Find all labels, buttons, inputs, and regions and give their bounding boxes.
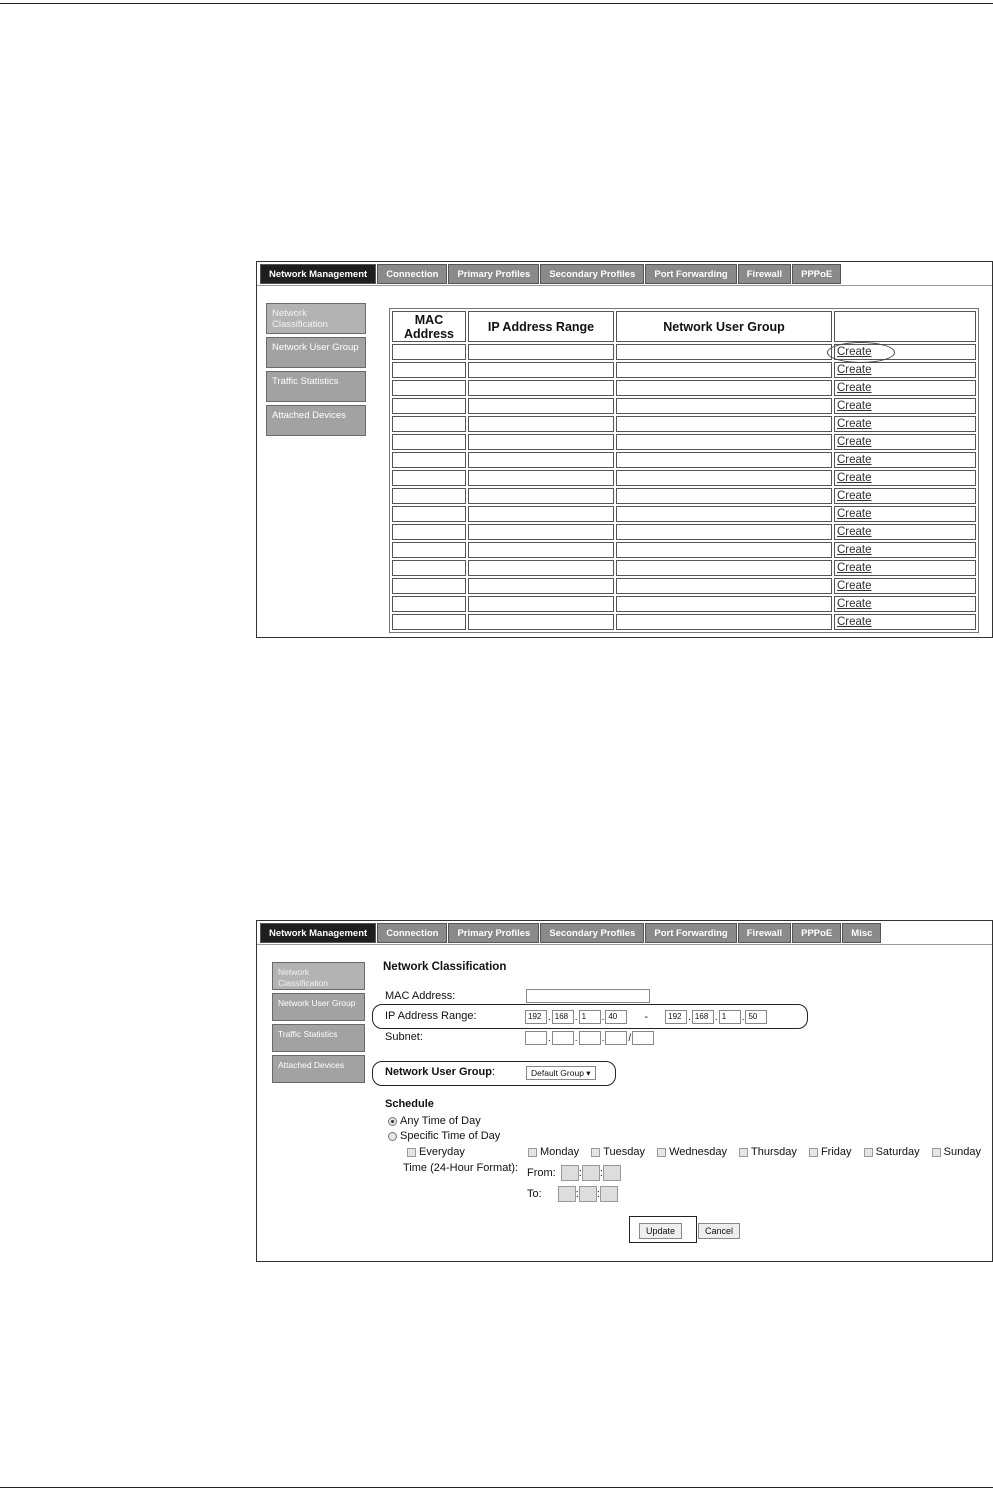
checkbox-icon [932,1148,941,1157]
specific-time-label: Specific Time of Day [400,1130,501,1142]
action-cell [834,380,976,396]
mac-cell [392,488,466,504]
table-row [392,560,976,576]
chevron-down-icon: ▾ [586,1068,591,1078]
action-cell [834,398,976,414]
top-tab-bar [260,264,841,284]
side-nav [266,303,366,436]
day-checkboxes [528,1146,981,1158]
time-separator: : [596,1187,600,1200]
action-cell [834,470,976,486]
everyday-checkbox[interactable] [407,1146,465,1158]
time-separator: : [578,1166,582,1179]
day-label: Tuesday [603,1146,645,1158]
table-row [392,398,976,414]
schedule-title: Schedule [385,1098,434,1110]
ip-end-octet-4[interactable]: 50 [745,1010,767,1024]
action-cell [834,560,976,576]
sidebar-item-network-user-group[interactable]: Network User Group [266,337,366,368]
ip-start-octet-2[interactable]: 168 [552,1010,574,1024]
to-minute-field[interactable] [579,1186,597,1202]
day-label: Friday [820,1146,852,1158]
user-group-cell [616,362,832,378]
tab-primary-profiles[interactable]: Primary Profiles [448,264,539,284]
mac-label: MAC Address: [385,990,456,1002]
checkbox-icon [528,1148,537,1157]
create-link[interactable]: Create [837,382,872,394]
table-row [392,542,976,558]
day-checkbox-monday[interactable] [528,1146,579,1158]
create-link[interactable]: Create [837,598,872,610]
checkbox-icon [407,1148,416,1157]
ip-start-octet-3[interactable]: 1 [579,1010,601,1024]
action-cell [834,416,976,432]
network-classification-form-screenshot [256,920,993,1262]
create-link[interactable]: Create [837,526,872,538]
user-group-label [385,1066,495,1078]
user-group-label-text: Network User Group [385,1066,492,1078]
tab-secondary-profiles[interactable]: Secondary Profiles [540,264,644,284]
user-group-cell [616,452,832,468]
mac-cell [392,542,466,558]
table-row [392,596,976,612]
sidebar-item-attached-devices[interactable]: Attached Devices [266,405,366,436]
table-header-row [392,311,976,342]
user-group-cell [616,488,832,504]
ip-end-octet-1[interactable]: 192 [665,1010,687,1024]
sidebar-item-traffic-statistics[interactable]: Traffic Statistics [272,1024,365,1052]
classification-table [389,308,979,633]
cancel-button[interactable]: Cancel [698,1223,740,1239]
mac-cell [392,506,466,522]
ip-range-cell [468,560,614,576]
create-link[interactable]: Create [837,616,872,628]
tab-firewall[interactable]: Firewall [738,923,791,943]
user-group-cell [616,560,832,576]
ip-end-octet-2[interactable]: 168 [692,1010,714,1024]
mac-cell [392,362,466,378]
table-row [392,452,976,468]
mac-cell [392,344,466,360]
ip-range-cell [468,362,614,378]
checkbox-icon [809,1148,818,1157]
ip-range-cell [468,578,614,594]
bottom-rule [0,1487,993,1488]
table-row [392,380,976,396]
tab-network-management[interactable]: Network Management [260,923,376,943]
from-minute-field[interactable] [582,1165,600,1181]
time-separator: : [575,1187,579,1200]
create-link[interactable]: Create [837,490,872,502]
day-checkbox-tuesday[interactable] [591,1146,645,1158]
subnet-octet-4[interactable] [605,1031,627,1045]
day-checkbox-sunday[interactable] [932,1146,981,1158]
ip-range-cell [468,524,614,540]
top-tab-bar [260,923,881,943]
sidebar-item-network-classification[interactable]: Network Classification [266,303,366,334]
ip-range-dash: - [644,1010,649,1023]
tab-underline [257,285,992,286]
checkbox-icon [591,1148,600,1157]
table-row [392,344,976,360]
ip-range-cell [468,596,614,612]
table-row [392,470,976,486]
from-hour-field[interactable] [561,1165,579,1181]
create-link[interactable]: Create [837,364,872,376]
table-row [392,578,976,594]
mac-cell [392,614,466,630]
create-link[interactable]: Create [837,544,872,556]
table-row [392,488,976,504]
ip-range-cell [468,344,614,360]
network-classification-list-screenshot [256,261,993,638]
subnet-fields: . . . / [525,1031,654,1045]
user-group-cell [616,434,832,450]
subnet-octet-3[interactable] [579,1031,601,1045]
user-group-label-colon: : [491,1066,496,1078]
side-nav [272,962,365,1083]
table-row [392,362,976,378]
subnet-label: Subnet: [385,1031,423,1043]
sidebar-item-traffic-statistics[interactable]: Traffic Statistics [266,371,366,402]
subnet-slash: / [628,1032,632,1044]
tab-primary-profiles[interactable]: Primary Profiles [448,923,539,943]
checkbox-icon [739,1148,748,1157]
ip-start-octet-1[interactable]: 192 [525,1010,547,1024]
everyday-label: Everyday [419,1146,465,1158]
tab-firewall[interactable]: Firewall [738,264,791,284]
to-second-field[interactable] [600,1186,618,1202]
subnet-octet-2[interactable] [552,1031,574,1045]
subnet-octet-1[interactable] [525,1031,547,1045]
ip-range-fields: 192 . 168 . 1 . 40 - 192 . 168 . 1 . 50 [525,1010,767,1024]
action-cell [834,362,976,378]
day-label: Thursday [751,1146,797,1158]
ip-start-octet-4[interactable]: 40 [605,1010,627,1024]
day-label: Monday [540,1146,580,1158]
ip-range-cell [468,614,614,630]
user-group-cell [616,470,832,486]
action-cell [834,542,976,558]
table-row [392,416,976,432]
time-format-label: Time (24-Hour Format): [403,1162,519,1174]
column-header-mac: MAC Address [392,311,466,342]
ip-range-cell [468,470,614,486]
sidebar-item-network-classification[interactable]: Network Classification [272,962,365,990]
user-group-cell [616,380,832,396]
day-label: Wednesday [669,1146,727,1158]
mac-cell [392,398,466,414]
any-time-radio[interactable] [388,1115,481,1127]
create-link[interactable]: Create [837,562,872,574]
user-group-select[interactable] [526,1066,596,1080]
radio-icon [388,1132,397,1141]
radio-selected-icon [388,1117,397,1126]
user-group-cell [616,542,832,558]
ip-range-cell [468,398,614,414]
ip-range-cell [468,488,614,504]
action-cell [834,578,976,594]
ip-range-cell [468,542,614,558]
ip-range-cell [468,416,614,432]
mac-cell [392,452,466,468]
tab-connection[interactable]: Connection [377,923,447,943]
from-time-row [527,1165,621,1181]
mac-cell [392,524,466,540]
user-group-select-value: Default Group [531,1068,584,1078]
update-button[interactable]: Update [639,1223,682,1239]
from-second-field[interactable] [603,1165,621,1181]
user-group-cell [616,398,832,414]
table-row [392,506,976,522]
specific-time-radio[interactable] [388,1130,500,1142]
tab-port-forwarding[interactable]: Port Forwarding [645,923,736,943]
create-link[interactable]: Create [837,418,872,430]
action-cell [834,506,976,522]
user-group-cell [616,416,832,432]
to-hour-field[interactable] [558,1186,576,1202]
ip-range-cell [468,452,614,468]
table-row [392,614,976,630]
time-separator: : [599,1166,603,1179]
mac-cell [392,560,466,576]
tab-pppoe[interactable]: PPPoE [792,923,841,943]
create-link[interactable]: Create [837,454,872,466]
ip-end-octet-3[interactable]: 1 [719,1010,741,1024]
user-group-cell [616,614,832,630]
checkbox-icon [864,1148,873,1157]
ip-range-label: IP Address Range: [385,1010,477,1022]
user-group-cell [616,506,832,522]
day-label: Sunday [943,1146,981,1158]
from-label: From: [527,1166,556,1179]
mac-address-field[interactable] [526,989,650,1003]
tab-network-management[interactable]: Network Management [260,264,376,284]
table-row [392,524,976,540]
day-label: Saturday [875,1146,920,1158]
action-cell [834,596,976,612]
user-group-cell [616,524,832,540]
sidebar-item-network-user-group[interactable]: Network User Group [272,993,365,1021]
day-checkbox-wednesday[interactable] [657,1146,727,1158]
tab-connection[interactable]: Connection [377,264,447,284]
subnet-prefix[interactable] [632,1031,654,1045]
to-label: To: [527,1187,542,1200]
table-row [392,434,976,450]
action-cell [834,524,976,540]
day-checkbox-thursday[interactable] [739,1146,797,1158]
day-checkbox-saturday[interactable] [864,1146,920,1158]
tab-misc[interactable]: Misc [842,923,881,943]
ip-range-cell [468,434,614,450]
create-link[interactable]: Create [837,400,872,412]
day-checkbox-friday[interactable] [809,1146,852,1158]
create-link[interactable]: Create [837,472,872,484]
mac-cell [392,434,466,450]
create-link[interactable]: Create [837,436,872,448]
mac-cell [392,578,466,594]
user-group-cell [616,344,832,360]
create-link[interactable]: Create [837,508,872,520]
create-link[interactable]: Create [837,346,872,358]
ip-range-cell [468,506,614,522]
create-link[interactable]: Create [837,580,872,592]
column-header-user-group: Network User Group [616,311,832,342]
action-cell [834,452,976,468]
table-body [392,344,976,630]
tab-secondary-profiles[interactable]: Secondary Profiles [540,923,644,943]
mac-cell [392,596,466,612]
mac-cell [392,416,466,432]
any-time-label: Any Time of Day [400,1115,481,1127]
checkbox-icon [657,1148,666,1157]
action-cell [834,434,976,450]
tab-port-forwarding[interactable]: Port Forwarding [645,264,736,284]
column-header-ip-range: IP Address Range [468,311,614,342]
mac-cell [392,470,466,486]
mac-cell [392,380,466,396]
to-time-row [527,1186,618,1202]
sidebar-item-attached-devices[interactable]: Attached Devices [272,1055,365,1083]
column-header-action [834,311,976,342]
action-cell [834,488,976,504]
top-rule [0,3,993,4]
tab-pppoe[interactable]: PPPoE [792,264,841,284]
tab-underline [257,944,992,945]
ip-range-cell [468,380,614,396]
form-title: Network Classification [383,961,507,973]
action-cell [834,344,976,360]
action-cell [834,614,976,630]
user-group-cell [616,578,832,594]
user-group-cell [616,596,832,612]
